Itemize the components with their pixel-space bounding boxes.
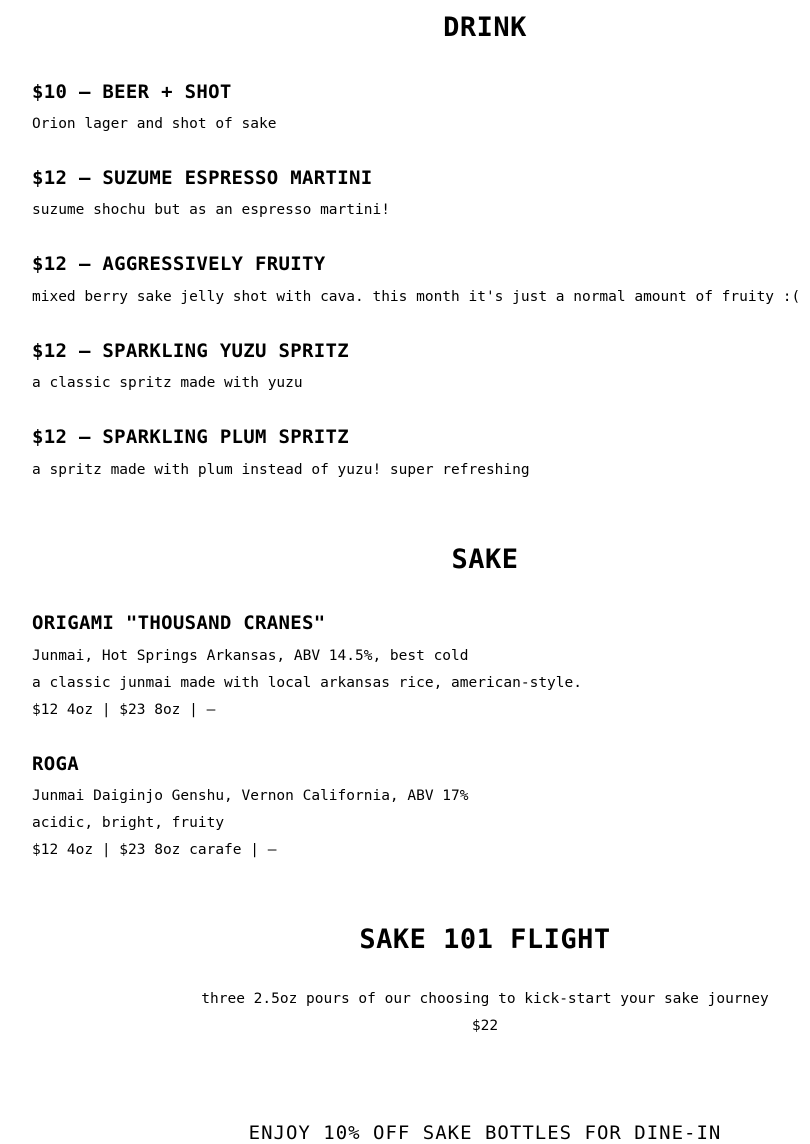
flight-description: three 2.5oz pours of our choosing to kick-start your sake journey [201, 991, 769, 1007]
drink-item-description: a spritz made with plum instead of yuzu! super refreshing [32, 462, 530, 478]
sake-item-title: ROGA [32, 753, 79, 775]
sake-heading: SAKE [451, 544, 519, 575]
drink-item-description: Orion lager and shot of sake [32, 116, 277, 132]
promo-banner: ENJOY 10% OFF SAKE BOTTLES FOR DINE-IN [248, 1122, 722, 1144]
sake-item-price: $12 4oz | $23 8oz | — [32, 702, 216, 718]
sake-item-title: ORIGAMI "THOUSAND CRANES" [32, 612, 326, 634]
sake-item-details: Junmai Daiginjo Genshu, Vernon California, ABV 17% [32, 788, 469, 804]
sake-item-notes: acidic, bright, fruity [32, 815, 225, 831]
drink-item-title: $12 — SPARKLING PLUM SPRITZ [32, 426, 349, 448]
flight-price: $22 [471, 1018, 499, 1034]
sake-item-details: Junmai, Hot Springs Arkansas, ABV 14.5%, best cold [32, 648, 469, 664]
sake-item-price: $12 4oz | $23 8oz carafe | — [32, 842, 277, 858]
drink-item-description: a classic spritz made with yuzu [32, 375, 303, 391]
drink-item-description: suzume shochu but as an espresso martini! [32, 202, 390, 218]
drink-item-title: $12 — SUZUME ESPRESSO MARTINI [32, 167, 373, 189]
drink-item-title: $10 — BEER + SHOT [32, 81, 232, 103]
drink-item-description: mixed berry sake jelly shot with cava. this month it's just a normal amount of fruity :( [32, 289, 801, 305]
drink-item-title: $12 — AGGRESSIVELY FRUITY [32, 253, 326, 275]
flight-heading: SAKE 101 FLIGHT [359, 924, 611, 955]
drink-item-title: $12 — SPARKLING YUZU SPRITZ [32, 340, 349, 362]
drink-heading: DRINK [443, 12, 527, 43]
sake-item-notes: a classic junmai made with local arkansas rice, american-style. [32, 675, 582, 691]
